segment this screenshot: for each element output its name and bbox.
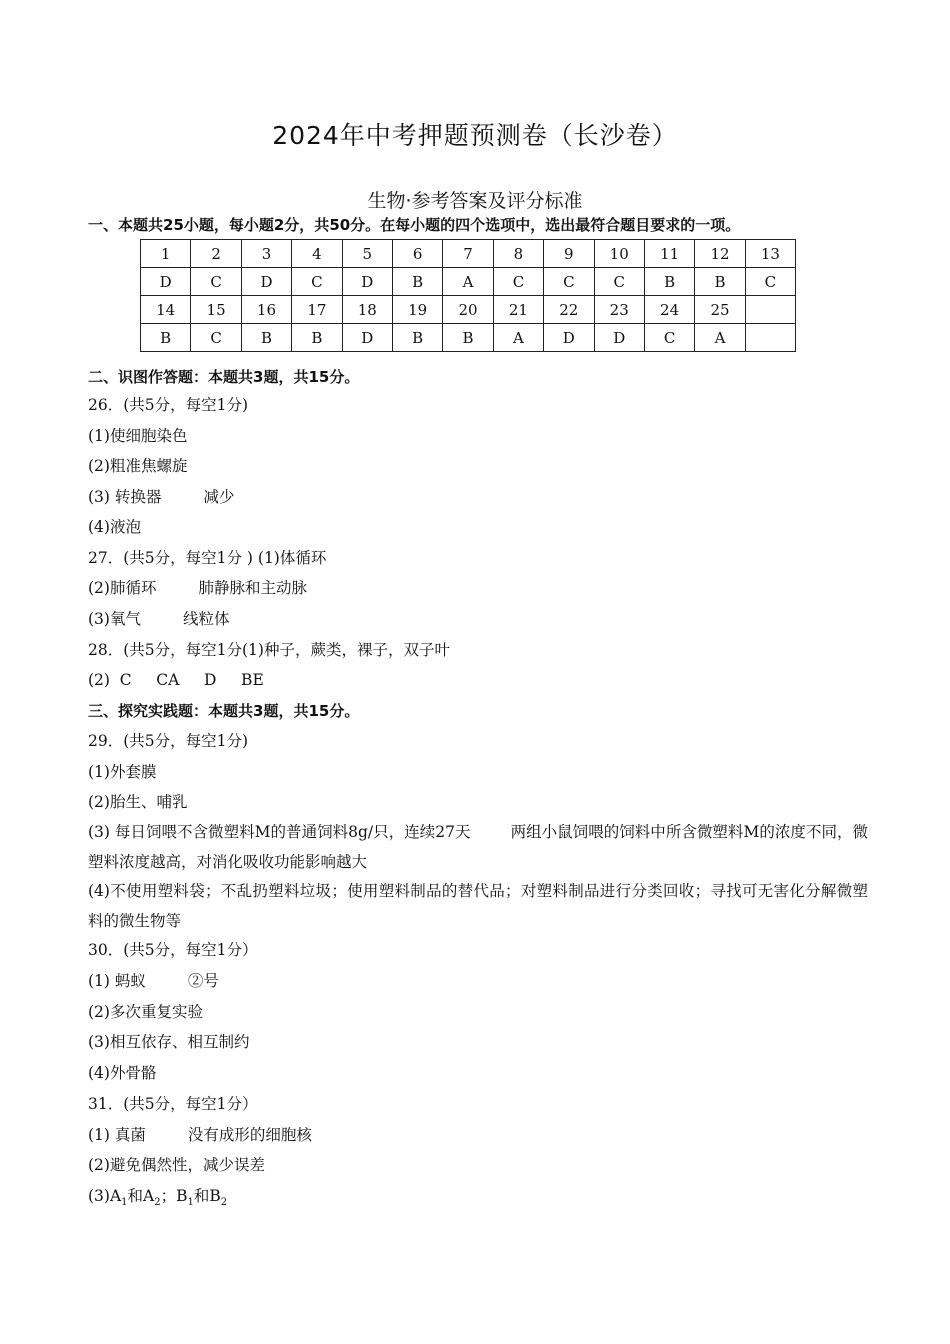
q31-a3-text-4: 和B [193, 1187, 221, 1205]
q27-answer-3a: (3)氧气 [88, 610, 141, 628]
answer-table-cell: B [392, 324, 442, 352]
q28-heading: 28．(共5分，每空1分(1)种子，蕨类，裸子，双子叶 [88, 641, 450, 659]
answer-table-cell: A [695, 324, 745, 352]
answer-table-cell: 14 [141, 296, 191, 324]
answer-table-cell: 3 [241, 240, 291, 268]
answer-table-cell: 11 [644, 240, 694, 268]
q31-answer-1 [88, 1125, 312, 1145]
q31-answer-3 [88, 1186, 227, 1213]
q31-heading: 31．(共5分，每空1分） [88, 1095, 258, 1113]
answer-table-cell: 12 [695, 240, 745, 268]
q26-answer-3 [88, 487, 234, 507]
answer-table-cell: C [292, 268, 342, 296]
answer-table-question-row [141, 296, 796, 324]
answer-table-cell: 16 [241, 296, 291, 324]
q28-answer-2: (2) C CA D BE [88, 671, 264, 689]
answer-table-cell: 20 [443, 296, 493, 324]
page-title: 2024年中考押题预测卷（长沙卷） [272, 121, 678, 150]
answer-table-cell: B [443, 324, 493, 352]
q31-a3-sub-3: 1 [187, 1197, 194, 1209]
answer-table-cell: D [594, 324, 644, 352]
q26-answer-3b: 减少 [203, 488, 235, 506]
q27-answer-2a: (2)肺循环 [88, 579, 157, 597]
answer-table-cell [745, 296, 795, 324]
answer-table-cell: D [342, 268, 392, 296]
q31-a3-sub-1: 1 [121, 1197, 128, 1209]
answer-table-cell: B [644, 268, 694, 296]
answer-table-cell: D [544, 324, 594, 352]
q31-a3-text-3: ；B [160, 1187, 188, 1205]
q30-heading: 30．(共5分，每空1分） [88, 941, 258, 959]
answer-table-cell: C [493, 268, 543, 296]
answer-table-cell: 23 [594, 296, 644, 324]
section-1-heading: 一、本题共25小题，每小题2分，共50分。在每小题的四个选项中，选出最符合题目要求的一项。 [88, 216, 741, 234]
q27-answer-2 [88, 578, 307, 598]
answer-table-cell: 7 [443, 240, 493, 268]
q30-answer-1a: (1) 蚂蚁 [88, 972, 146, 990]
answer-table [140, 239, 796, 352]
q31-answer-1b: 没有成形的细胞核 [187, 1126, 312, 1144]
answer-table-cell: C [191, 324, 241, 352]
answer-table-cell: D [241, 268, 291, 296]
answer-table-cell: 6 [392, 240, 442, 268]
answer-table-question-row [141, 240, 796, 268]
answer-table-cell: 21 [493, 296, 543, 324]
answer-table-cell: 2 [191, 240, 241, 268]
q31-a3-text-2: 和A [127, 1187, 155, 1205]
q31-a3-sub-4: 2 [220, 1197, 228, 1209]
q31-a3-sub-2: 2 [154, 1197, 161, 1209]
answer-table-cell: 8 [493, 240, 543, 268]
answer-table-cell: C [745, 268, 795, 296]
answer-table-cell: C [644, 324, 694, 352]
answer-table-cell: 5 [342, 240, 392, 268]
q30-answer-1 [88, 971, 219, 991]
answer-table-cell: A [493, 324, 543, 352]
q26-answer-2: (2)粗准焦螺旋 [88, 457, 188, 475]
q26-answer-3a: (3) 转换器 [88, 488, 162, 506]
q29-answer-3b: 两组小鼠饲喂的饲料中所含微塑料M的浓度不同，微塑料浓度越高，对消化吸收功能影响越大 [88, 823, 869, 871]
answer-table-cell: 13 [745, 240, 795, 268]
answer-table-cell: C [544, 268, 594, 296]
answer-table-cell: A [443, 268, 493, 296]
answer-table-cell: 1 [141, 240, 191, 268]
answer-table-cell: B [392, 268, 442, 296]
q27-answer-2b: 肺静脉和主动脉 [198, 579, 307, 597]
q27-answer-3b: 线粒体 [182, 610, 230, 628]
q26-answer-1: (1)使细胞染色 [88, 427, 188, 445]
q29-answer-2: (2)胎生、哺乳 [88, 793, 188, 811]
q27-heading: 27．(共5分，每空1分 ) (1)体循环 [88, 549, 327, 567]
q26-answer-4: (4)液泡 [88, 518, 141, 536]
answer-table-cell: C [594, 268, 644, 296]
answer-table-cell: 9 [544, 240, 594, 268]
answer-table-answer-row [141, 324, 796, 352]
q27-answer-3 [88, 609, 229, 629]
q30-answer-3: (3)相互依存、相互制约 [88, 1033, 250, 1051]
answer-table-cell: 22 [544, 296, 594, 324]
q26-heading: 26．(共5分，每空1分) [88, 396, 249, 414]
answer-table-cell: D [141, 268, 191, 296]
answer-table-cell: 4 [292, 240, 342, 268]
q31-answer-2: (2)避免偶然性，减少误差 [88, 1156, 265, 1174]
q29-answer-3 [88, 817, 868, 877]
answer-table-answer-row [141, 268, 796, 296]
answer-table-cell: 10 [594, 240, 644, 268]
answer-table-cell: 25 [695, 296, 745, 324]
q30-answer-4: (4)外骨骼 [88, 1064, 157, 1082]
answer-table-cell: 17 [292, 296, 342, 324]
answer-table-cell: B [292, 324, 342, 352]
answer-table-cell: B [241, 324, 291, 352]
section-3-heading: 三、探究实践题：本题共3题，共15分。 [88, 702, 360, 720]
answer-table-cell: 15 [191, 296, 241, 324]
answer-table-cell: 19 [392, 296, 442, 324]
answer-table-cell: B [695, 268, 745, 296]
q29-answer-4: (4)不使用塑料袋；不乱扔塑料垃圾；使用塑料制品的替代品；对塑料制品进行分类回收；寻找可无害化分解微塑料的微生物等 [88, 882, 868, 930]
q29-answer-1: (1)外套膜 [88, 763, 157, 781]
answer-table-cell: 18 [342, 296, 392, 324]
page-subtitle: 生物·参考答案及评分标准 [367, 190, 583, 212]
section-2-heading: 二、识图作答题：本题共3题，共15分。 [88, 368, 360, 386]
answer-table-cell: 24 [644, 296, 694, 324]
q29-heading: 29．(共5分，每空1分) [88, 732, 249, 750]
answer-table-cell: C [191, 268, 241, 296]
answer-table-cell: B [141, 324, 191, 352]
answer-table-cell: D [342, 324, 392, 352]
q30-answer-1b: ②号 [187, 972, 219, 990]
q30-answer-2: (2)多次重复实验 [88, 1003, 203, 1021]
q31-answer-1a: (1) 真菌 [88, 1126, 146, 1144]
q31-a3-text-1: (3)A [88, 1187, 122, 1205]
q29-answer-3a: (3) 每日饲喂不含微塑料M的普通饲料8g/只，连续27天 [88, 823, 471, 841]
answer-table-cell [745, 324, 795, 352]
